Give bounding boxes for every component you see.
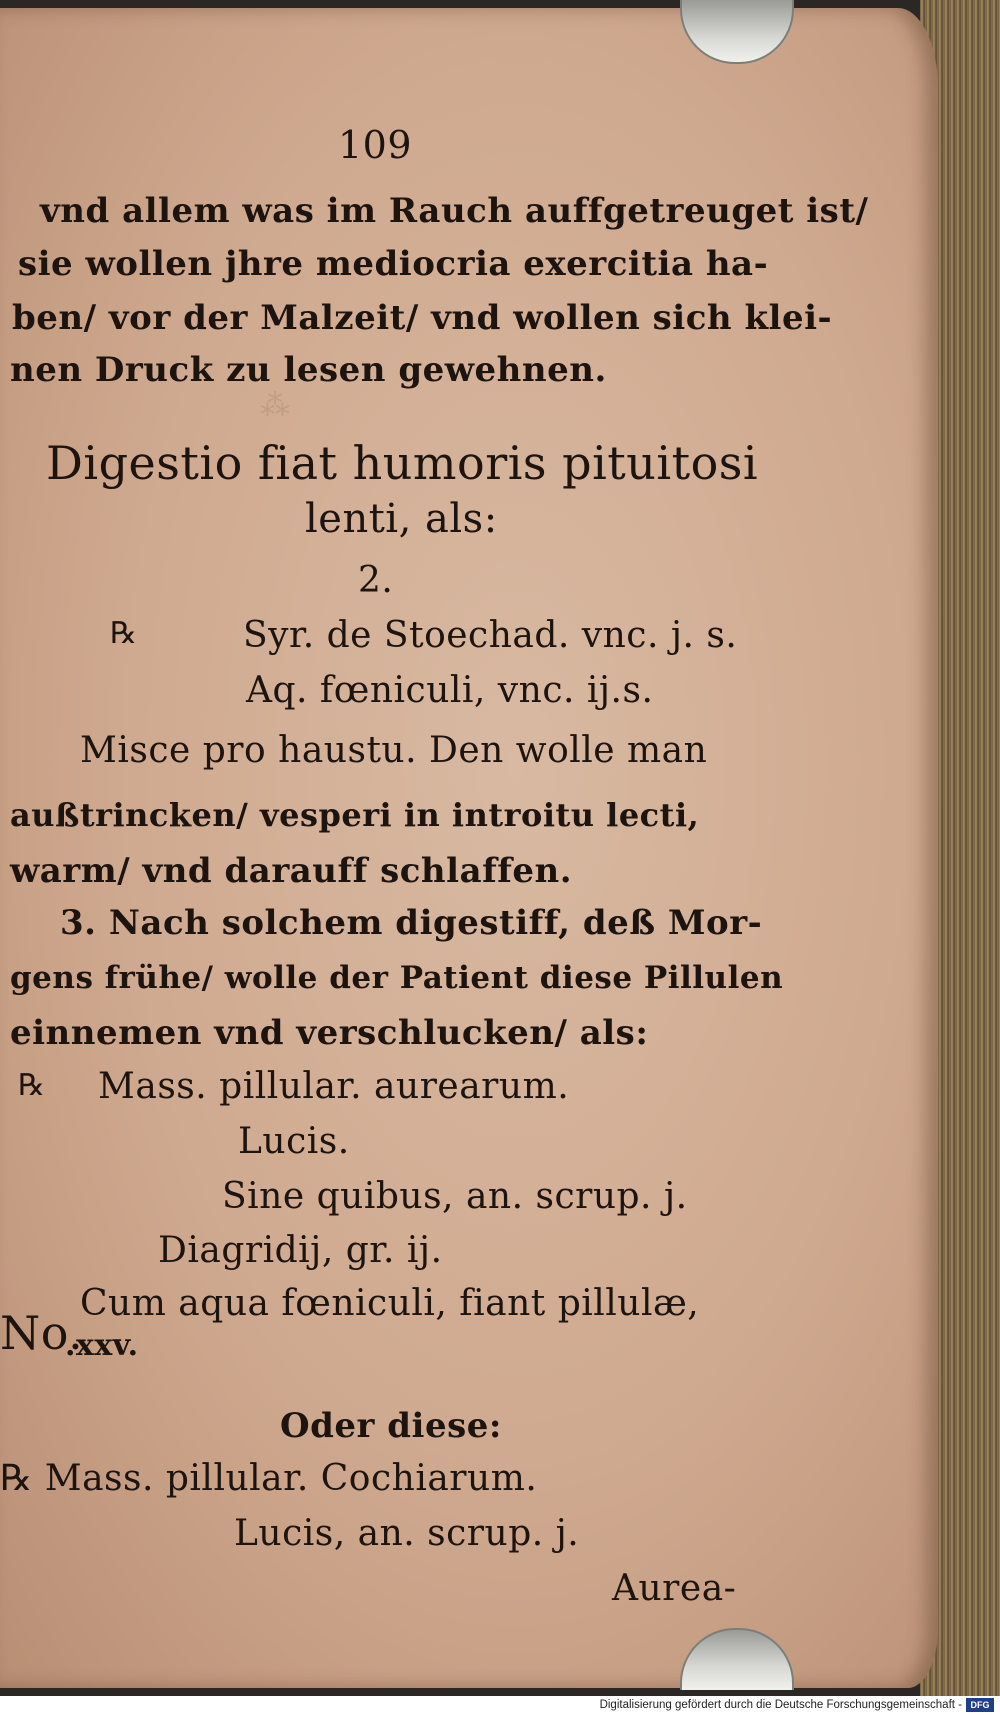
recipe-line-2: Aq. fœniculi, vnc. ij.s.: [246, 670, 654, 711]
recipe-line-4: Lucis.: [238, 1121, 350, 1162]
text-line-1: vnd allem was im Rauch auffgetreuget ist/: [40, 191, 869, 231]
recipe-line-3: Mass. pillular. aurearum.: [98, 1066, 570, 1107]
text-line-5: Misce pro haustu. Den wolle man: [80, 730, 708, 771]
text-line-11: Oder diese:: [280, 1406, 502, 1446]
recipe-number-2: 2.: [358, 560, 394, 601]
digitization-credit: Digitalisierung gefördert durch die Deutsche Forschungsgemeinschaft -: [599, 1699, 962, 1711]
catchword: Aurea-: [612, 1568, 737, 1609]
page-number: 109: [338, 123, 413, 167]
text-line-9: gens frühe/ wolle der Patient diese Pillulen: [10, 960, 784, 996]
numero-value: .xxv.: [65, 1328, 139, 1363]
dfg-logo: DFG: [966, 1698, 994, 1712]
recipe-symbol-2: ℞: [18, 1068, 46, 1103]
recipe-line-7: Cum aqua fœniculi, fiant pillulæ,: [80, 1283, 700, 1324]
text-line-7: warm/ vnd darauff schlaffen.: [10, 851, 573, 891]
text-line-10: einnemen vnd verschlucken/ als:: [10, 1013, 649, 1053]
recipe-line-8: ℞ Mass. pillular. Cochiarum.: [0, 1458, 538, 1499]
heading-line-1: Digestio fiat humoris pituitosi: [46, 436, 759, 490]
heading-line-2: lenti, als:: [305, 496, 498, 542]
recipe-symbol: ℞: [110, 616, 138, 651]
recipe-line-1: Syr. de Stoechad. vnc. j. s.: [243, 615, 738, 656]
bleed-through-text: ⁂: [260, 388, 290, 423]
text-line-4: nen Druck zu lesen gewehnen.: [10, 350, 607, 390]
recipe-line-6: Diagridij, gr. ij.: [158, 1230, 443, 1271]
text-line-2: sie wollen jhre mediocria exercitia ha-: [18, 244, 769, 284]
text-line-3: ben/ vor der Malzeit/ vnd wollen sich klei-: [12, 298, 833, 338]
book-page: [0, 8, 938, 1688]
recipe-line-5: Sine quibus, an. scrup. j.: [222, 1176, 688, 1217]
text-line-6: außtrincken/ vesperi in introitu lecti,: [10, 796, 700, 834]
text-line-8: 3. Nach solchem digestiff, deß Mor-: [60, 903, 763, 943]
recipe-line-9: Lucis, an. scrup. j.: [234, 1513, 580, 1554]
numero-mark: No.: [0, 1306, 84, 1360]
